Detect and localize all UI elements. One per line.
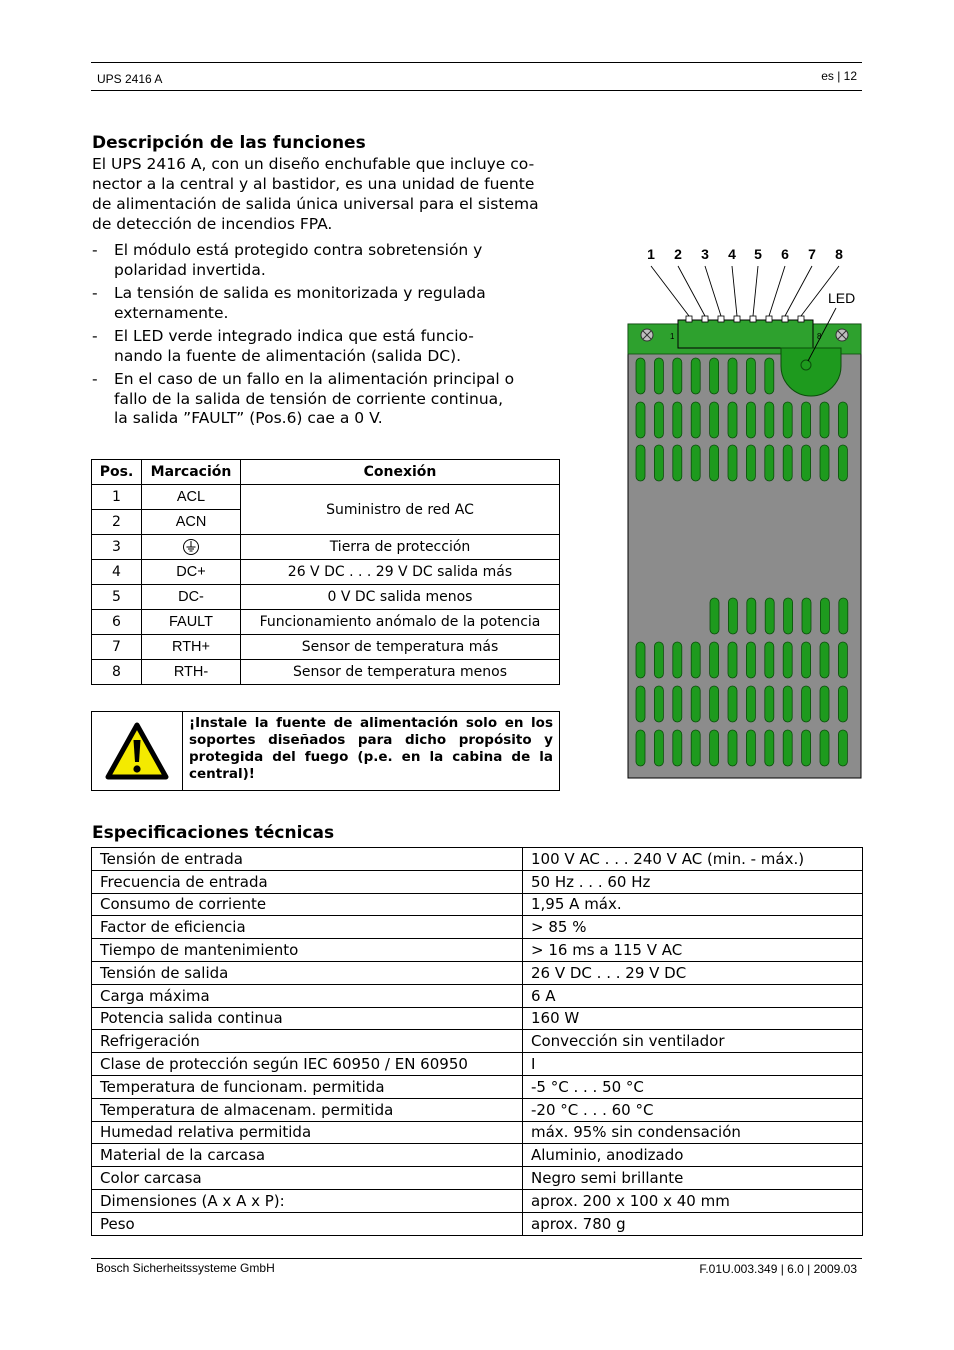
header-doc-title: UPS 2416 A bbox=[97, 72, 163, 86]
spec-label: Consumo de corriente bbox=[92, 893, 523, 916]
cell-conn: 26 V DC . . . 29 V DC salida más bbox=[241, 560, 560, 585]
vent-slot bbox=[820, 642, 829, 678]
vent-slot bbox=[765, 358, 774, 394]
vent-slot bbox=[839, 598, 848, 634]
vent-slot bbox=[654, 445, 663, 481]
vent-slot bbox=[765, 686, 774, 722]
vent-slot bbox=[783, 642, 792, 678]
table-row bbox=[92, 660, 560, 685]
vent-slot bbox=[710, 730, 719, 766]
leader-line bbox=[678, 266, 705, 316]
connector-pin bbox=[766, 316, 772, 322]
vent-slot bbox=[728, 686, 737, 722]
header-conn: Conexión bbox=[241, 460, 560, 485]
spec-value: 1,95 A máx. bbox=[523, 893, 863, 916]
vent-slot bbox=[636, 730, 645, 766]
vent-slot bbox=[838, 642, 847, 678]
vent-slot bbox=[691, 730, 700, 766]
vent-slot bbox=[783, 402, 792, 438]
vent-slot bbox=[691, 402, 700, 438]
vent-slot bbox=[838, 730, 847, 766]
table-row bbox=[92, 1098, 863, 1121]
footer-doc-ref: F.01U.003.349 | 6.0 | 2009.03 bbox=[699, 1262, 857, 1276]
vent-slot bbox=[820, 445, 829, 481]
table-row bbox=[92, 1075, 863, 1098]
screw-left-icon bbox=[641, 329, 653, 341]
spec-value: I bbox=[523, 1053, 863, 1076]
leader-line bbox=[785, 266, 812, 316]
vent-slot bbox=[783, 686, 792, 722]
paragraph-line: El UPS 2416 A, con un diseño enchufable que incluye co- bbox=[92, 155, 535, 173]
connector-mark: 8 bbox=[817, 332, 822, 341]
pin-label: 1 bbox=[647, 246, 655, 262]
table-row bbox=[92, 1007, 863, 1030]
cell-mark: DC+ bbox=[142, 560, 241, 585]
spec-value: 26 V DC . . . 29 V DC bbox=[523, 961, 863, 984]
vent-slot bbox=[783, 445, 792, 481]
vent-slot bbox=[728, 358, 737, 394]
spec-label: Carga máxima bbox=[92, 984, 523, 1007]
vent-slot bbox=[636, 642, 645, 678]
table-row bbox=[92, 1212, 863, 1235]
vent-slot bbox=[784, 598, 793, 634]
cell-conn: Sensor de temperatura más bbox=[241, 635, 560, 660]
pin-label: 4 bbox=[728, 246, 736, 262]
pin-label: 6 bbox=[781, 246, 789, 262]
vent-slot bbox=[636, 402, 645, 438]
spec-label: Temperatura de almacenam. permitida bbox=[92, 1098, 523, 1121]
pin-label: 5 bbox=[754, 246, 762, 262]
footer-company: Bosch Sicherheitssysteme GmbH bbox=[96, 1261, 275, 1275]
spec-value: Aluminio, anodizado bbox=[523, 1144, 863, 1167]
paragraph-line: de alimentación de salida única universal para el sistema bbox=[92, 195, 539, 213]
vent-slot bbox=[673, 686, 682, 722]
header-pos: Pos. bbox=[92, 460, 142, 485]
vent-slot bbox=[802, 686, 811, 722]
warning-triangle-icon bbox=[105, 722, 169, 780]
vent-slot bbox=[820, 598, 829, 634]
vent-slot bbox=[838, 402, 847, 438]
cell-mark: DC- bbox=[142, 585, 241, 610]
table-row bbox=[92, 984, 863, 1007]
leader-line bbox=[651, 266, 689, 316]
led-indicator-icon bbox=[801, 360, 811, 370]
vent-slot bbox=[746, 730, 755, 766]
cell-mark: RTH- bbox=[142, 660, 241, 685]
vent-slot bbox=[728, 642, 737, 678]
table-row bbox=[92, 1030, 863, 1053]
leader-line bbox=[753, 266, 758, 316]
spec-value: 100 V AC . . . 240 V AC (min. - máx.) bbox=[523, 848, 863, 871]
table-row bbox=[92, 1189, 863, 1212]
warning-text: ¡Instale la fuente de alimentación solo en los soportes diseñados para dicho propósito y protegida del fuego (p.e. en la cabina de la central)! bbox=[189, 715, 553, 782]
spec-label: Tiempo de mantenimiento bbox=[92, 939, 523, 962]
vent-slot bbox=[691, 358, 700, 394]
spec-label: Clase de protección según IEC 60950 / EN 60950 bbox=[92, 1053, 523, 1076]
bullet-item bbox=[92, 370, 572, 429]
spec-value: -20 °C . . . 60 °C bbox=[523, 1098, 863, 1121]
vent-slot bbox=[765, 402, 774, 438]
table-row bbox=[92, 560, 560, 585]
vent-slot bbox=[746, 445, 755, 481]
spec-value: máx. 95% sin condensación bbox=[523, 1121, 863, 1144]
cell-pos: 7 bbox=[92, 635, 142, 660]
vent-slot bbox=[636, 686, 645, 722]
vent-slot bbox=[654, 686, 663, 722]
section-title-specs: Especificaciones técnicas bbox=[92, 823, 335, 843]
cell-pos: 3 bbox=[92, 535, 142, 560]
connection-table bbox=[91, 459, 560, 685]
leader-line bbox=[769, 266, 785, 316]
cell-conn: Suministro de red AC bbox=[241, 485, 560, 535]
bullet-line: la salida ”FAULT” (Pos.6) cae a 0 V. bbox=[114, 409, 383, 427]
vent-slot bbox=[746, 358, 755, 394]
bullet-line: nando la fuente de alimentación (salida DC). bbox=[114, 346, 462, 365]
pin-label: 2 bbox=[674, 246, 682, 262]
vent-slot bbox=[710, 598, 719, 634]
spec-value: 50 Hz . . . 60 Hz bbox=[523, 870, 863, 893]
spec-label: Humedad relativa permitida bbox=[92, 1121, 523, 1144]
vent-slot bbox=[746, 642, 755, 678]
functions-paragraph bbox=[92, 154, 572, 234]
header-page-number: es | 12 bbox=[821, 69, 857, 83]
connector-pin bbox=[782, 316, 788, 322]
cell-mark-icon bbox=[142, 535, 241, 560]
cell-conn: Sensor de temperatura menos bbox=[241, 660, 560, 685]
cell-pos: 5 bbox=[92, 585, 142, 610]
section-title-functions: Descripción de las funciones bbox=[92, 133, 366, 153]
spec-label: Frecuencia de entrada bbox=[92, 870, 523, 893]
paragraph-line: de detección de incendios FPA. bbox=[92, 215, 333, 233]
terminal-connector bbox=[678, 320, 813, 348]
spec-label: Factor de eficiencia bbox=[92, 916, 523, 939]
vent-slot bbox=[783, 730, 792, 766]
vent-slot bbox=[728, 730, 737, 766]
spec-label: Material de la carcasa bbox=[92, 1144, 523, 1167]
vent-slot bbox=[820, 730, 829, 766]
cell-mark: FAULT bbox=[142, 610, 241, 635]
vent-slot bbox=[802, 445, 811, 481]
table-row bbox=[92, 585, 560, 610]
cell-mark: RTH+ bbox=[142, 635, 241, 660]
vent-slot bbox=[820, 686, 829, 722]
connector-pin bbox=[686, 316, 692, 322]
vent-slot bbox=[838, 686, 847, 722]
vent-slot bbox=[673, 402, 682, 438]
specs-table-body bbox=[92, 848, 863, 1236]
connector-pin bbox=[750, 316, 756, 322]
table-header-row bbox=[92, 460, 560, 485]
bullet-line: externamente. bbox=[114, 303, 229, 322]
table-row bbox=[92, 485, 560, 510]
vent-slot bbox=[673, 642, 682, 678]
vent-slot bbox=[710, 686, 719, 722]
cell-pos: 2 bbox=[92, 510, 142, 535]
warning-box bbox=[91, 711, 560, 791]
bullet-item bbox=[92, 241, 572, 280]
cell-conn: 0 V DC salida menos bbox=[241, 585, 560, 610]
led-label: LED bbox=[828, 290, 856, 306]
vent-slot bbox=[710, 445, 719, 481]
bullet-line: - El LED verde integrado indica que está funcio- bbox=[114, 327, 474, 345]
cell-pos: 4 bbox=[92, 560, 142, 585]
vent-slot bbox=[765, 445, 774, 481]
table-row bbox=[92, 916, 863, 939]
table-row bbox=[92, 1167, 863, 1190]
spec-value: aprox. 780 g bbox=[523, 1212, 863, 1235]
vent-slot bbox=[728, 598, 737, 634]
bullet-line: polaridad invertida. bbox=[114, 260, 266, 279]
bullet-line: - El módulo está protegido contra sobretensión y bbox=[114, 241, 483, 259]
vent-slot bbox=[746, 402, 755, 438]
spec-value: -5 °C . . . 50 °C bbox=[523, 1075, 863, 1098]
vent-slot bbox=[673, 730, 682, 766]
pin-label: 8 bbox=[835, 246, 843, 262]
vent-slot bbox=[691, 686, 700, 722]
footer-rule bbox=[91, 1258, 862, 1259]
cell-conn: Tierra de protección bbox=[241, 535, 560, 560]
bullet-item bbox=[92, 284, 572, 323]
specs-table bbox=[91, 847, 863, 1236]
earth-ground-icon bbox=[182, 538, 200, 556]
header-top-rule bbox=[91, 62, 862, 63]
vent-slot bbox=[691, 642, 700, 678]
table-row bbox=[92, 635, 560, 660]
vent-slot bbox=[654, 730, 663, 766]
ups-module-figure bbox=[626, 240, 862, 780]
pin-label: 7 bbox=[808, 246, 816, 262]
spec-label: Temperatura de funcionam. permitida bbox=[92, 1075, 523, 1098]
table-row bbox=[92, 1121, 863, 1144]
bullet-line: - En el caso de un fallo en la alimentación principal o bbox=[114, 370, 515, 388]
spec-label: Peso bbox=[92, 1212, 523, 1235]
vent-slot bbox=[746, 686, 755, 722]
cell-conn: Funcionamiento anómalo de la potencia bbox=[241, 610, 560, 635]
header-mark: Marcación bbox=[142, 460, 241, 485]
spec-label: Dimensiones (A x A x P): bbox=[92, 1189, 523, 1212]
connector-pin bbox=[734, 316, 740, 322]
spec-value: aprox. 200 x 100 x 40 mm bbox=[523, 1189, 863, 1212]
vent-slot bbox=[802, 730, 811, 766]
ups-module-drawing bbox=[626, 240, 862, 780]
vent-slot bbox=[765, 730, 774, 766]
spec-label: Tensión de entrada bbox=[92, 848, 523, 871]
vent-slot bbox=[747, 598, 756, 634]
spec-label: Tensión de salida bbox=[92, 961, 523, 984]
table-row bbox=[92, 939, 863, 962]
vent-slot bbox=[636, 445, 645, 481]
cell-pos: 1 bbox=[92, 485, 142, 510]
vent-slot bbox=[691, 445, 700, 481]
pin-label: 3 bbox=[701, 246, 709, 262]
vent-slot bbox=[636, 358, 645, 394]
vent-slot bbox=[654, 402, 663, 438]
table-row bbox=[92, 961, 863, 984]
functions-bullet-list bbox=[92, 241, 572, 433]
table-row bbox=[92, 1053, 863, 1076]
vent-slot bbox=[673, 445, 682, 481]
vent-slot bbox=[802, 598, 811, 634]
connector-pin bbox=[702, 316, 708, 322]
spec-value: 160 W bbox=[523, 1007, 863, 1030]
spec-value: > 16 ms a 115 V AC bbox=[523, 939, 863, 962]
vent-slot bbox=[802, 642, 811, 678]
vent-slot bbox=[728, 445, 737, 481]
cell-mark: ACL bbox=[142, 485, 241, 510]
vent-slot bbox=[710, 402, 719, 438]
spec-label: Refrigeración bbox=[92, 1030, 523, 1053]
spec-value: Negro semi brillante bbox=[523, 1167, 863, 1190]
vent-slot bbox=[654, 642, 663, 678]
connector-pin bbox=[798, 316, 804, 322]
warning-icon-cell bbox=[92, 712, 183, 790]
bullet-line: fallo de la salida de tensión de corriente continua, bbox=[114, 389, 504, 408]
vent-slot bbox=[710, 358, 719, 394]
spec-value: > 85 % bbox=[523, 916, 863, 939]
table-row bbox=[92, 893, 863, 916]
spec-value: 6 A bbox=[523, 984, 863, 1007]
table-row bbox=[92, 870, 863, 893]
table-row bbox=[92, 848, 863, 871]
spec-value: Convección sin ventilador bbox=[523, 1030, 863, 1053]
vent-slot bbox=[838, 445, 847, 481]
header-bottom-rule bbox=[91, 90, 862, 91]
table-row bbox=[92, 610, 560, 635]
vent-slot bbox=[654, 358, 663, 394]
cell-mark: ACN bbox=[142, 510, 241, 535]
cell-pos: 8 bbox=[92, 660, 142, 685]
table-row bbox=[92, 1144, 863, 1167]
leader-line bbox=[732, 266, 737, 316]
vent-slot bbox=[820, 402, 829, 438]
table-row bbox=[92, 535, 560, 560]
connector-pin bbox=[718, 316, 724, 322]
paragraph-line: nector a la central y al bastidor, es una unidad de fuente bbox=[92, 175, 535, 193]
cell-pos: 6 bbox=[92, 610, 142, 635]
screw-right-icon bbox=[836, 329, 848, 341]
bullet-line: - La tensión de salida es monitorizada y regulada bbox=[114, 284, 486, 302]
leader-line bbox=[705, 266, 721, 316]
vent-slot bbox=[765, 598, 774, 634]
spec-label: Color carcasa bbox=[92, 1167, 523, 1190]
vent-slot bbox=[710, 642, 719, 678]
vent-slot bbox=[765, 642, 774, 678]
vent-slot bbox=[802, 402, 811, 438]
connector-mark: 1 bbox=[670, 332, 675, 341]
vent-slot bbox=[673, 358, 682, 394]
spec-label: Potencia salida continua bbox=[92, 1007, 523, 1030]
bullet-item bbox=[92, 327, 572, 366]
vent-slot bbox=[728, 402, 737, 438]
